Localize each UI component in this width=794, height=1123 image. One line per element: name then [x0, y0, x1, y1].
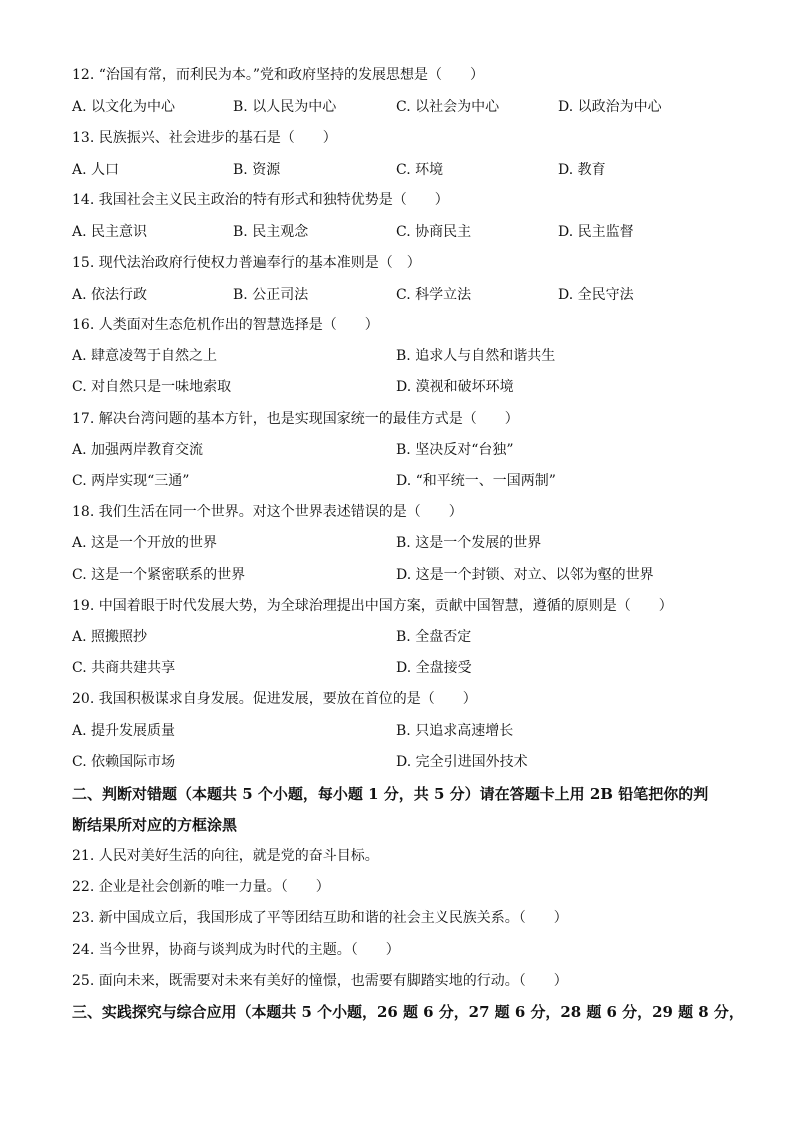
question-13-options: [72, 160, 732, 180]
option-d: D. 以政治为中心: [558, 99, 662, 115]
question-14-options: [72, 222, 732, 242]
question-18-options-row2: [72, 565, 732, 585]
question-17-stem: 17. 解决台湾问题的基本方针，也是实现国家统一的最佳方式是（ ）: [72, 411, 519, 427]
judgement-item-21: 21. 人民对美好生活的向往，就是党的奋斗目标。: [72, 848, 379, 864]
option-d: D. 这是一个封锁、对立、以邻为壑的世界: [396, 567, 654, 583]
question-18-options-row1: [72, 533, 732, 553]
question-19-options-row1: [72, 627, 732, 647]
option-b: B. 资源: [233, 162, 281, 178]
option-c: C. 依赖国际市场: [72, 754, 176, 770]
option-a: A. 加强两岸教育交流: [72, 442, 204, 458]
judgement-item-24: 24. 当今世界，协商与谈判成为时代的主题。（ ）: [72, 942, 400, 958]
option-b: B. 只追求高速增长: [396, 723, 514, 739]
option-c: C. 这是一个紧密联系的世界: [72, 567, 246, 583]
question-20-options-row1: [72, 721, 732, 741]
option-c: C. 对自然只是一味地索取: [72, 379, 232, 395]
option-a: A. 民主意识: [72, 224, 148, 240]
judgement-item-22: 22. 企业是社会创新的唯一力量。（ ）: [72, 879, 330, 895]
question-20-options-row2: [72, 752, 732, 772]
judgement-item-25: 25. 面向未来，既需要对未来有美好的憧憬，也需要有脚踏实地的行动。（ ）: [72, 973, 568, 989]
option-a: A. 提升发展质量: [72, 723, 176, 739]
question-18-stem: 18. 我们生活在同一个世界。对这个世界表述错误的是（ ）: [72, 504, 463, 520]
option-b: B. 这是一个发展的世界: [396, 535, 542, 551]
option-b: B. 全盘否定: [396, 629, 472, 645]
option-b: B. 坚决反对“台独”: [396, 442, 514, 458]
question-14-stem: 14. 我国社会主义民主政治的特有形式和独特优势是（ ）: [72, 192, 449, 208]
option-d: D. 全民守法: [558, 287, 634, 303]
option-d: D. 教育: [558, 162, 606, 178]
question-12-options: [72, 97, 732, 117]
option-a: A. 这是一个开放的世界: [72, 535, 218, 551]
option-c: C. 共商共建共享: [72, 660, 176, 676]
option-a: A. 依法行政: [72, 287, 148, 303]
option-b: B. 公正司法: [233, 287, 309, 303]
question-20-stem: 20. 我国积极谋求自身发展。促进发展，要放在首位的是（ ）: [72, 691, 477, 707]
question-15-stem: 15. 现代法治政府行使权力普遍奉行的基本准则是（ ）: [72, 255, 421, 271]
option-d: D. 完全引进国外技术: [396, 754, 528, 770]
section-2-heading-line2: 断结果所对应的方框涂黑: [72, 816, 238, 834]
option-c: C. 科学立法: [396, 287, 472, 303]
question-16-options-row1: [72, 346, 732, 366]
option-c: C. 两岸实现“三通”: [72, 473, 190, 489]
option-b: B. 民主观念: [233, 224, 309, 240]
question-12-stem: 12. “治国有常，而利民为本。”党和政府坚持的发展思想是（ ）: [72, 67, 485, 83]
option-d: D. 漠视和破坏环境: [396, 379, 514, 395]
question-19-stem: 19. 中国着眼于时代发展大势，为全球治理提出中国方案，贡献中国智慧，遵循的原则是（ ）: [72, 598, 673, 614]
question-13-stem: 13. 民族振兴、社会进步的基石是（ ）: [72, 130, 337, 146]
option-d: D. “和平统一、一国两制”: [396, 473, 556, 489]
option-d: D. 全盘接受: [396, 660, 472, 676]
option-a: A. 照搬照抄: [72, 629, 148, 645]
option-d: D. 民主监督: [558, 224, 634, 240]
question-16-options-row2: [72, 377, 732, 397]
section-3-heading: 三、实践探究与综合应用（本题共 5 个小题，26 题 6 分，27 题 6 分，28 题 6 分，29 题 8 分，: [72, 1003, 744, 1021]
option-a: A. 肆意凌驾于自然之上: [72, 348, 218, 364]
option-a: A. 人口: [72, 162, 120, 178]
question-16-stem: 16. 人类面对生态危机作出的智慧选择是（ ）: [72, 317, 379, 333]
option-c: C. 以社会为中心: [396, 99, 500, 115]
question-19-options-row2: [72, 658, 732, 678]
option-b: B. 追求人与自然和谐共生: [396, 348, 556, 364]
option-a: A. 以文化为中心: [72, 99, 176, 115]
option-b: B. 以人民为中心: [233, 99, 337, 115]
question-17-options-row2: [72, 471, 732, 491]
option-c: C. 协商民主: [396, 224, 472, 240]
option-c: C. 环境: [396, 162, 444, 178]
judgement-item-23: 23. 新中国成立后，我国形成了平等团结互助和谐的社会主义民族关系。（ ）: [72, 910, 568, 926]
question-17-options-row1: [72, 440, 732, 460]
section-2-heading-line1: 二、判断对错题（本题共 5 个小题，每小题 1 分，共 5 分）请在答题卡上用 2B 铅笔把你的判: [72, 785, 709, 803]
question-15-options: [72, 285, 732, 305]
